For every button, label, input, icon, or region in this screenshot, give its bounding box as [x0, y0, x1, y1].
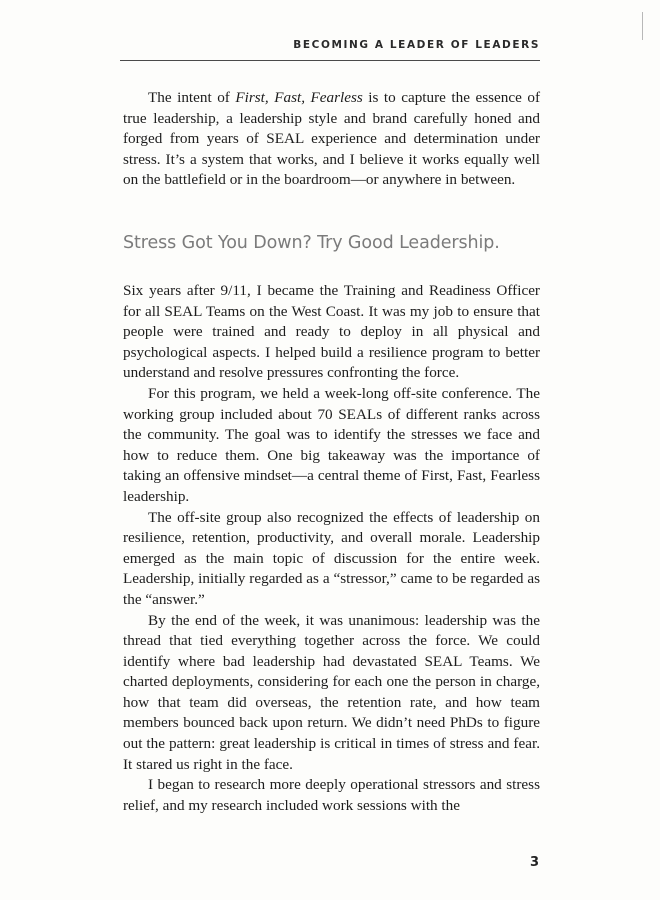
body-paragraph: By the end of the week, it was unanimous: leadership was the thread that tied everything together across the force. We could identify where bad leadership had devastated SEAL Teams. We charted deployments, considering for each one the person in charge, how that team did overseas, the retention rate, and how team members bounced back upon return. We didn’t need PhDs to figure out the pattern: great leadership is critical in times of stress and fear. It stared us right in the face.: [123, 611, 540, 773]
page-number: 3: [529, 855, 539, 870]
intro-lead: The intent of: [148, 89, 236, 106]
body-paragraph: Six years after 9/11, I became the Training and Readiness Officer for all SEAL Teams on the West Coast. It was my job to ensure that people were trained and ready to deploy in all physical and psychological aspects. I helped build a resilience program to better understand and resolve pressures confronting the force.: [123, 282, 540, 382]
intro-rest: is to capture the essence of true leadership, a leadership style and brand carefully honed and forged from years of SEAL experience and determination under stress. It’s a system that works, and I believe it works equally well on the battlefield or in the boardroom—or anywhere in between.: [123, 89, 541, 189]
page-edge-mark: [642, 12, 643, 40]
body-paragraph: I began to research more deeply operational stressors and stress relief, and my research included work sessions with the: [123, 776, 540, 814]
book-title: First, Fast, Fearless: [235, 89, 363, 106]
body-text: [123, 281, 540, 816]
running-head: BECOMING A LEADER OF LEADERS: [293, 39, 540, 51]
intro-paragraph: [123, 88, 540, 191]
header-rule: [120, 60, 540, 61]
body-paragraph: For this program, we held a week-long off-site conference. The working group included about 70 SEALs of different ranks across the community. The goal was to identify the stresses we face and how to reduce them. One big takeaway was the importance of taking an offensive mindset—a central theme of First, Fast, Fearless leadership.: [123, 384, 540, 505]
body-paragraph: The off-site group also recognized the effects of leadership on resilience, retention, productivity, and overall morale. Leadership emerged as the main topic of discussion for the entire week. Leadership, initially regarded as a “stressor,” came to be regarded as the “answer.”: [123, 508, 540, 608]
section-heading: Stress Got You Down? Try Good Leadership.: [123, 233, 500, 253]
intro-block: [123, 88, 540, 191]
